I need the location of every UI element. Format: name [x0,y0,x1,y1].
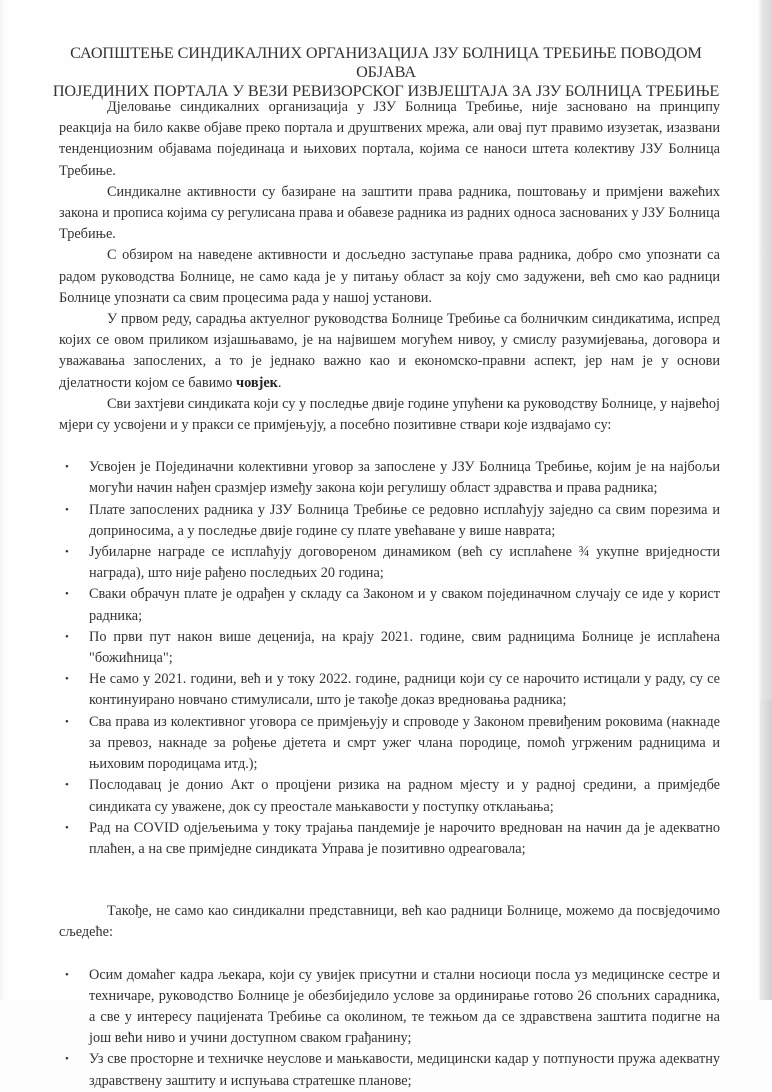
document-body [59,97,720,1092]
bold-word: човјек [236,374,278,391]
list-item-text: Уз све просторне и техничке неуслове и мањкавости, медицински кадар у потпуности пружа адекватну здравствену заштиту и испуњава стратешке планове; [89,1051,720,1089]
list-item [59,818,720,860]
list-item-text: Осим домаћег кадра љекара, који су увијек присутни и стални носиоци посла уз медицинске сестре и техничаре, руководство Болнице је обезбиједило услове за ординирање готово 26 спољних сарадника, а све у интересу пацијената Требиње са околином, те тежњом да се здравствена заштита подигне на још већи ниво и учини доступном сваком грађанину; [89,966,720,1047]
list-item [59,457,720,499]
bullet-icon: • [65,968,69,981]
paragraph-first-order [59,309,720,394]
bullet-icon: • [65,821,69,834]
title-line: ПОЈЕДИНИХ ПОРТАЛА У ВЕЗИ РЕВИЗОРСКОГ ИЗВЈЕШТАЈА ЗА ЈЗУ БОЛНИЦА ТРЕБИЊЕ [52,82,720,100]
bullet-icon: • [65,673,69,686]
paragraph-activities: Синдикалне активности су базиране на заштити права радника, поштовању и примјени важећих закона и прописа којима су регулисана права и обавезе радника из радних односа заснованих у ЈЗУ Болница Требиње. [59,183,720,243]
paragraph-cooperation: С обзиром на наведене активности и досљедно заступање права радника, добро смо упознати са радом руководства Болнице, не само када је у питању област за коју смо задужени, већ смо као радници Болнице упознати са свим процесима рада у нашој установи. [59,247,720,306]
bullet-icon: • [65,546,69,559]
paragraph-demands: Сви захтјеви синдиката који су у последње двије године упућени ка руководству Болнице, у највећој мјери су усвојени и у пракси се примјењују, а посебно позитивне ствари које издвајамо су: [59,395,720,434]
testimony-list [59,965,720,1092]
list-item-text: По први пут након више деценија, на крају 2021. године, свим радницима Болнице је исплаћена "божићница"; [89,628,720,667]
list-item [59,965,720,1050]
bullet-icon: • [65,779,69,792]
list-item-text: Усвојен је Појединачни колективни уговор за запослене у ЈЗУ Болница Требиње, којим је на најбољи могући начин нађен сразмјер између закона који регулишу област здравства и права радника; [89,459,720,497]
list-item [59,542,720,584]
list-item [59,669,720,711]
list-item-text: Не само у 2021. години, већ и у току 2022. године, радници који су се нарочито истицали у раду, су се континуирано новчано стимулисали, што је такође доказ вредновања радника; [89,671,720,709]
list-item-text: Послодавац је донио Акт о процјени ризика на радном мјесту и у радној средини, а примједбе синдиката су уважене, док су преостале мањкавости у поступку отклањања; [89,777,720,815]
bullet-icon: • [65,503,69,516]
list-item [59,627,720,669]
achievements-list [59,457,720,860]
list-item-text: Сва права из колективног уговора се примјењују и спроводе у Законом превиђеним роковима (накнаде за превоз, накнаде за рођење дјетета и смрт ужег члана породице, помоћ угрженим радницима и њиховим породицама итд.); [89,713,720,773]
list-item-text: Јубиларне награде се исплаћују договореном динамиком (већ су исплаћене ¾ укупне вриједности награда), што није рађено последњих 20 година; [89,544,720,582]
bullet-icon: • [65,630,69,643]
bullet-icon: • [65,715,69,728]
list-item-text: Плате запослених радника у ЈЗУ Болница Требиње се редовно исплаћују заједно са свим порезима и доприносима, а у последње двије године су плате увећаване у више наврата; [89,501,720,539]
title-line: САОПШТЕЊЕ СИНДИКАЛНИХ ОРГАНИЗАЦИЈА ЈЗУ БОЛНИЦА ТРЕБИЊЕ ПОВОДОМ ОБЈАВА [70,44,702,81]
list-item-text: Рад на COVID одјељењима у току трајања пандемије је нарочито вреднован на начин да је адекватно плаћен, а на све примједне синдиката Управа је позитивно одреаговала; [89,819,720,857]
paragraph-testimony: Такође, не само као синдикални представници, већ као радници Болнице, можемо да посвједочимо сљедеће: [59,903,720,941]
list-item [59,712,720,776]
paragraph-text: . [277,374,282,391]
list-item [59,1049,720,1091]
bullet-icon: • [65,588,69,601]
scan-edge-shadow [760,700,772,1000]
list-item [59,500,720,542]
bullet-icon: • [65,461,69,474]
paragraph-text: У првом реду, сарадња актуелног руководства Болнице Требиње са болничким синдикатима, испред којих се овом приликом изјашњавамо, је на највишем могућем нивоу, у смислу разумијевања, договора и уважавања запослених, а то је једнако важно као и економско-правни аспект, јер нам је у основи дјелатности којом се бавимо [59,311,720,391]
list-item [59,584,720,626]
document-title [40,44,732,101]
paragraph-intro: Дјеловање синдикалних организација у ЈЗУ Болница Требиње, није засновано на принципу реакција на било какве објаве преко портала и друштвених мрежа, али овај пут правимо изузетак, изазвани тенденциозним објавама појединаца и њихових портала, којима се наноси штета колективу ЈЗУ Болница Требиње. [59,99,720,179]
list-item [59,775,720,817]
bullet-icon: • [65,1053,69,1066]
list-item-text: Сваки обрачун плате је одрађен у складу са Законом и у сваком појединачном случају се иде у корист радника; [89,586,720,624]
